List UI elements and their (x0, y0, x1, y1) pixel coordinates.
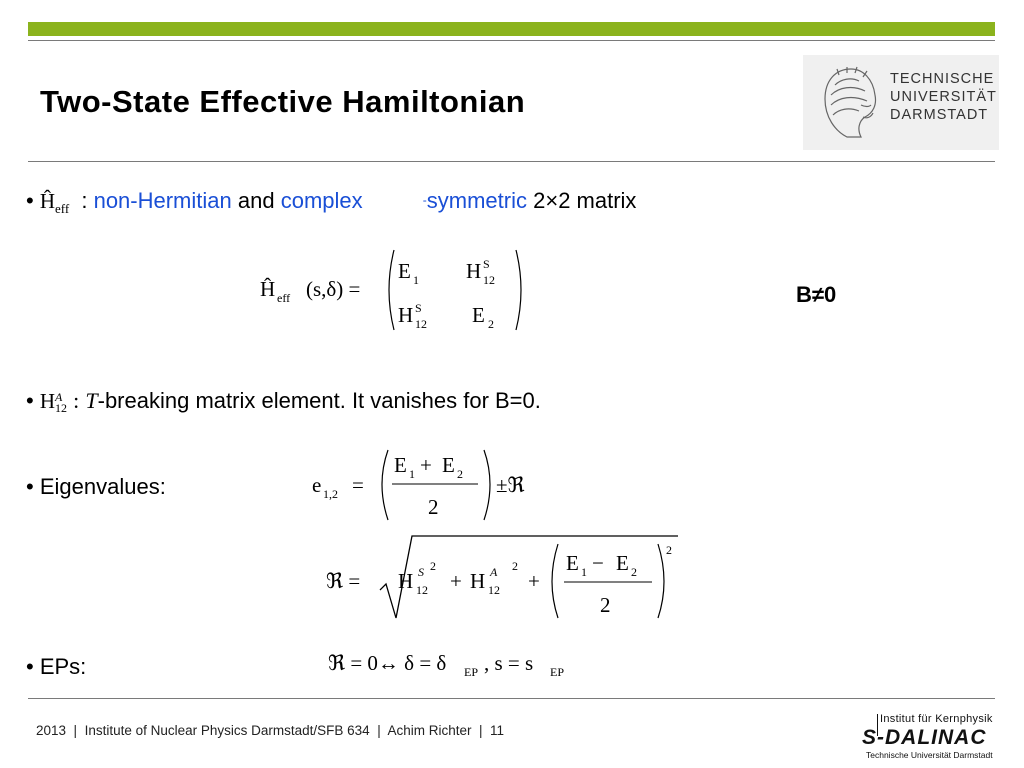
svg-text:1: 1 (581, 565, 587, 579)
word-and: and (237, 188, 275, 213)
svg-text:2: 2 (512, 559, 518, 573)
top-accent-bar (28, 22, 995, 36)
svg-text:EP: EP (464, 665, 479, 679)
sdalinac-subtitle: Technische Universität Darmstadt (866, 750, 993, 760)
eps-label: EPs: (39, 654, 87, 679)
footer-divider (28, 698, 995, 699)
svg-text:E: E (566, 551, 579, 575)
term-non-hermitian: non-Hermitian (93, 188, 232, 213)
svg-text:ℜ = 0↔ δ = δ: ℜ = 0↔ δ = δ (328, 651, 447, 675)
slide-title: Two-State Effective Hamiltonian (40, 84, 526, 119)
svg-text:H: H (398, 303, 414, 327)
b-nonzero-note: B≠0 (796, 282, 837, 307)
sdalinac-logo: S-DALINAC (862, 726, 987, 749)
ep-condition-equation (324, 644, 594, 684)
svg-text:2: 2 (457, 467, 463, 481)
svg-text:E: E (398, 259, 411, 283)
svg-text:EP: EP (550, 665, 565, 679)
tu-darmstadt-wordmark (890, 70, 997, 124)
bullet-dot: • (26, 654, 34, 679)
right-paren (516, 250, 521, 330)
term-symmetric: symmetric (426, 188, 527, 213)
logo-line-1: TECHNISCHE (890, 71, 995, 87)
svg-text:2: 2 (631, 565, 637, 579)
svg-text:±ℜ: ±ℜ (496, 473, 525, 497)
svg-text:E: E (442, 453, 455, 477)
svg-text:S: S (418, 565, 424, 579)
hyphen-mark: - (422, 193, 427, 207)
logo-line-3: DARMSTADT (890, 107, 989, 123)
svg-text:2: 2 (428, 495, 439, 519)
footer-institute: Institute of Nuclear Physics Darmstadt/SFB 634 (84, 723, 370, 738)
svg-text:ℜ =: ℜ = (326, 569, 361, 593)
footer-author: Achim Richter (387, 723, 472, 738)
athena-head-icon (817, 65, 885, 141)
svg-text:1,2: 1,2 (323, 487, 338, 501)
svg-text:e: e (312, 473, 322, 497)
svg-text:2: 2 (600, 593, 611, 617)
svg-text:E: E (394, 453, 407, 477)
svg-text:E: E (616, 551, 629, 575)
svg-text:(s,δ) =: (s,δ) = (306, 277, 361, 301)
svg-text:H: H (470, 569, 486, 593)
svg-text:−: − (592, 551, 604, 575)
r-definition-equation (322, 532, 692, 624)
heff-matrix-equation (252, 244, 542, 336)
svg-text:A: A (490, 565, 498, 579)
heff-symbol: $Ĥ_{eff}$ (39, 189, 70, 217)
svg-text:H: H (466, 259, 482, 283)
bullet-h12a-description: • HA 12 : T-breaking matrix element. It vanishes for B=0. (26, 388, 541, 415)
h12a-symbol: HA 12 (39, 389, 67, 415)
svg-text:+: + (528, 569, 540, 593)
svg-text:eff: eff (277, 291, 291, 305)
svg-text:H: H (398, 569, 414, 593)
term-complex: complex (280, 188, 363, 213)
bullet-dot: • (26, 388, 34, 413)
svg-text:S: S (415, 301, 422, 315)
term-matrix: 2×2 matrix (533, 188, 637, 213)
svg-text:2: 2 (488, 317, 494, 331)
svg-text:+: + (420, 453, 432, 477)
bullet-eps (26, 654, 86, 680)
footer-page-number: 11 (490, 723, 505, 738)
bullet-dot: • (26, 474, 34, 499)
header-divider (28, 161, 995, 162)
h12a-text: -breaking matrix element. It vanishes for B=0. (97, 388, 541, 413)
logo-line-2: UNIVERSITÄT (890, 89, 997, 105)
footer: 2013 | Institute of Nuclear Physics Darmstadt/SFB 634 | Achim Richter | 11 (36, 723, 505, 738)
svg-text:12: 12 (416, 583, 428, 597)
svg-text:, s = s: , s = s (484, 651, 534, 675)
svg-text:1: 1 (413, 273, 419, 287)
sdalinac-institute: Institut für Kernphysik (880, 713, 993, 725)
bullet-dot: • (26, 188, 34, 213)
colon: : (81, 188, 88, 213)
svg-text:+: + (450, 569, 462, 593)
svg-text:12: 12 (415, 317, 427, 331)
eigenvalue-equation (306, 446, 546, 526)
svg-text:12: 12 (483, 273, 495, 287)
bullet-eigenvalues (26, 474, 166, 500)
svg-text:2: 2 (666, 543, 672, 557)
footer-year: 2013 (36, 723, 67, 738)
left-paren (389, 250, 394, 330)
t-symbol: T (85, 388, 98, 413)
eigenvalues-label: Eigenvalues: (39, 474, 166, 499)
svg-text:=: = (352, 473, 364, 497)
heff-lhs: Ĥ (260, 277, 276, 301)
svg-text:S: S (483, 257, 490, 271)
top-divider (28, 40, 995, 41)
svg-text:1: 1 (409, 467, 415, 481)
bullet-heff-description (26, 188, 636, 217)
svg-text:E: E (472, 303, 485, 327)
svg-text:12: 12 (488, 583, 500, 597)
svg-text:2: 2 (430, 559, 436, 573)
